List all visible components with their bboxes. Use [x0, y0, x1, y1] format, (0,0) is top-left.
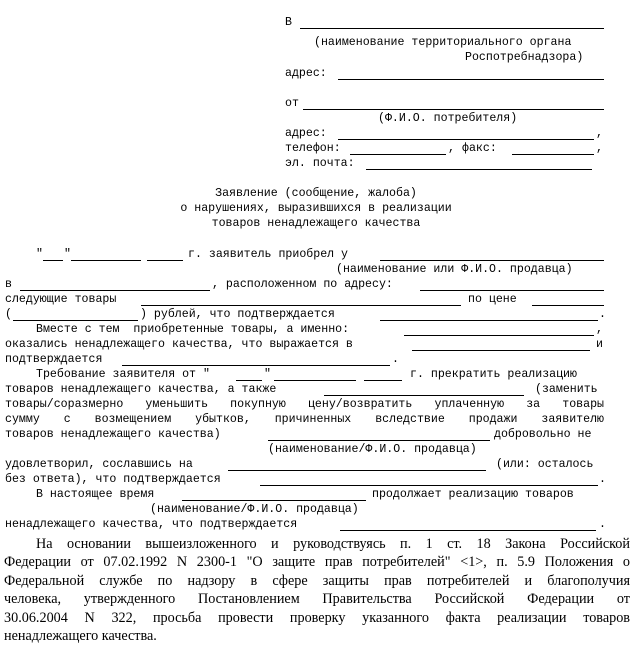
org-name-line[interactable]	[300, 28, 604, 29]
price-line[interactable]	[532, 305, 604, 306]
email-line[interactable]	[366, 169, 592, 170]
price-words-line[interactable]	[13, 320, 138, 321]
no-answer-proof-line[interactable]	[260, 485, 598, 486]
title-line-1: Заявление (сообщение, жалоба)	[215, 187, 417, 200]
goods-list-line[interactable]	[141, 305, 461, 306]
email-label: эл. почта:	[285, 157, 355, 170]
from-prefix: от	[285, 97, 299, 110]
org-address-line[interactable]	[338, 79, 604, 80]
meanwhile-text: Вместе с тем приобретенные товары, а именно:	[36, 323, 350, 336]
rubles-period: .	[599, 308, 606, 321]
confirmed-period: .	[392, 353, 399, 366]
goods-label: следующие товары	[5, 293, 117, 306]
address-label-2: адрес:	[285, 127, 327, 140]
title-line-2: о нарушениях, выразившихся в реализации	[180, 202, 452, 215]
purchase-year-line[interactable]	[147, 260, 183, 261]
confirmed-text: подтверждается	[5, 353, 103, 366]
and-word: и	[596, 338, 603, 351]
phone-label: телефон:	[285, 142, 341, 155]
to-prefix: В	[285, 16, 292, 29]
seller-refusal-line[interactable]	[268, 440, 490, 441]
voluntarily-not-text: добровольно не	[494, 428, 592, 441]
seller-name-line[interactable]	[380, 260, 604, 261]
or-left-text: (или: осталось	[496, 458, 594, 471]
goods-poor-paren-text: товаров ненадлежащего качества)	[5, 428, 221, 441]
goods-poor-text: товаров ненадлежащего качества, а также	[5, 383, 277, 396]
purchase-day-line[interactable]	[43, 260, 63, 261]
requirement-day-line[interactable]	[236, 380, 262, 381]
additional-requirement-line[interactable]	[324, 395, 524, 396]
meanwhile-comma: ,	[596, 323, 603, 336]
currently-text: В настоящее время	[36, 488, 155, 501]
date-quote-close: "	[64, 248, 71, 261]
purchase-proof-line[interactable]	[380, 320, 598, 321]
fax-label: факс:	[462, 142, 497, 155]
no-answer-period: .	[599, 473, 606, 486]
purchase-text: г. заявитель приобрел у	[188, 248, 349, 261]
poor-confirmed-period: .	[599, 518, 606, 531]
seller-hint-3: (наименование/Ф.И.О. продавца)	[150, 503, 359, 516]
phone-comma: ,	[448, 142, 455, 155]
defective-goods-line[interactable]	[404, 335, 594, 336]
purchase-place-line[interactable]	[20, 290, 210, 291]
seller-hint: (наименование или Ф.И.О. продавца)	[336, 263, 573, 276]
final-paragraph-line-6: ненадлежащего качества.	[4, 628, 157, 644]
no-answer-text: без ответа), что подтверждается	[5, 473, 221, 486]
seller-address-line[interactable]	[420, 290, 604, 291]
continued-sale-proof-line[interactable]	[340, 530, 596, 531]
defect-proof-line[interactable]	[122, 365, 390, 366]
final-paragraph-line-3: Федеральной службе по надзору в сфере защиты прав потребителей и благополучия	[4, 573, 630, 589]
requirement-month-line[interactable]	[274, 380, 356, 381]
final-paragraph-line-5: 30.06.2004 N 322, просьба провести проверку указанного факта реализации товаров	[4, 610, 630, 626]
defect-description-line[interactable]	[412, 350, 590, 351]
price-label: по цене	[468, 293, 517, 306]
final-paragraph-line-1: На основании вышеизложенного и руководствуясь п. 1 ст. 18 Закона Российской	[36, 536, 630, 552]
requirement-year-line[interactable]	[364, 380, 402, 381]
poor-quality-text: оказались ненадлежащего качества, что выражается в	[5, 338, 353, 351]
address-label: адрес:	[285, 67, 327, 80]
org-hint-2: Роспотребнадзора)	[465, 51, 584, 64]
date-quote-open: "	[36, 248, 43, 261]
final-paragraph-line-4: человека, утвержденного Постановлением Правительства Российской Федерации от	[4, 591, 630, 607]
final-paragraph-line-2: Федерации от 07.02.1992 N 2300-1 "О защите прав потребителей" <1>, п. 5.9 Положения о	[4, 554, 630, 570]
address-comma: ,	[596, 127, 603, 140]
consumer-name-line[interactable]	[303, 109, 604, 110]
requirement-text-c: г. прекратить реализацию	[410, 368, 577, 381]
rubles-paren-open: (	[5, 308, 12, 321]
located-at-text: , расположенном по адресу:	[212, 278, 393, 291]
consumer-address-line[interactable]	[338, 139, 594, 140]
phone-line[interactable]	[350, 154, 446, 155]
in-prefix: в	[5, 278, 12, 291]
compensation-text: сумму с возмещением убытков, причиненных вследствие продажи заявителю	[5, 413, 604, 426]
requirement-text-b: "	[264, 368, 271, 381]
satisfied-ref-text: удовлетворил, сославшись на	[5, 458, 193, 471]
requirement-text-a: Требование заявителя от "	[36, 368, 210, 381]
rubles-text: ) рублей, что подтверждается	[140, 308, 335, 321]
replace-options-text: товары/соразмерно уменьшить покупную цену/возвратить уплаченную за товары	[5, 398, 604, 411]
fax-line[interactable]	[512, 154, 594, 155]
replace-paren-text: (заменить	[535, 383, 598, 396]
purchase-month-line[interactable]	[71, 260, 141, 261]
fax-comma: ,	[596, 142, 603, 155]
seller-hint-2: (наименование/Ф.И.О. продавца)	[268, 443, 477, 456]
org-hint-1: (наименование территориального органа	[314, 36, 572, 49]
current-seller-line[interactable]	[182, 500, 366, 501]
title-line-3: товаров ненадлежащего качества	[211, 217, 421, 230]
refusal-reason-line[interactable]	[228, 470, 486, 471]
fio-hint: (Ф.И.О. потребителя)	[378, 112, 518, 125]
poor-confirmed-text: ненадлежащего качества, что подтверждается	[5, 518, 298, 531]
continues-text: продолжает реализацию товаров	[372, 488, 574, 501]
